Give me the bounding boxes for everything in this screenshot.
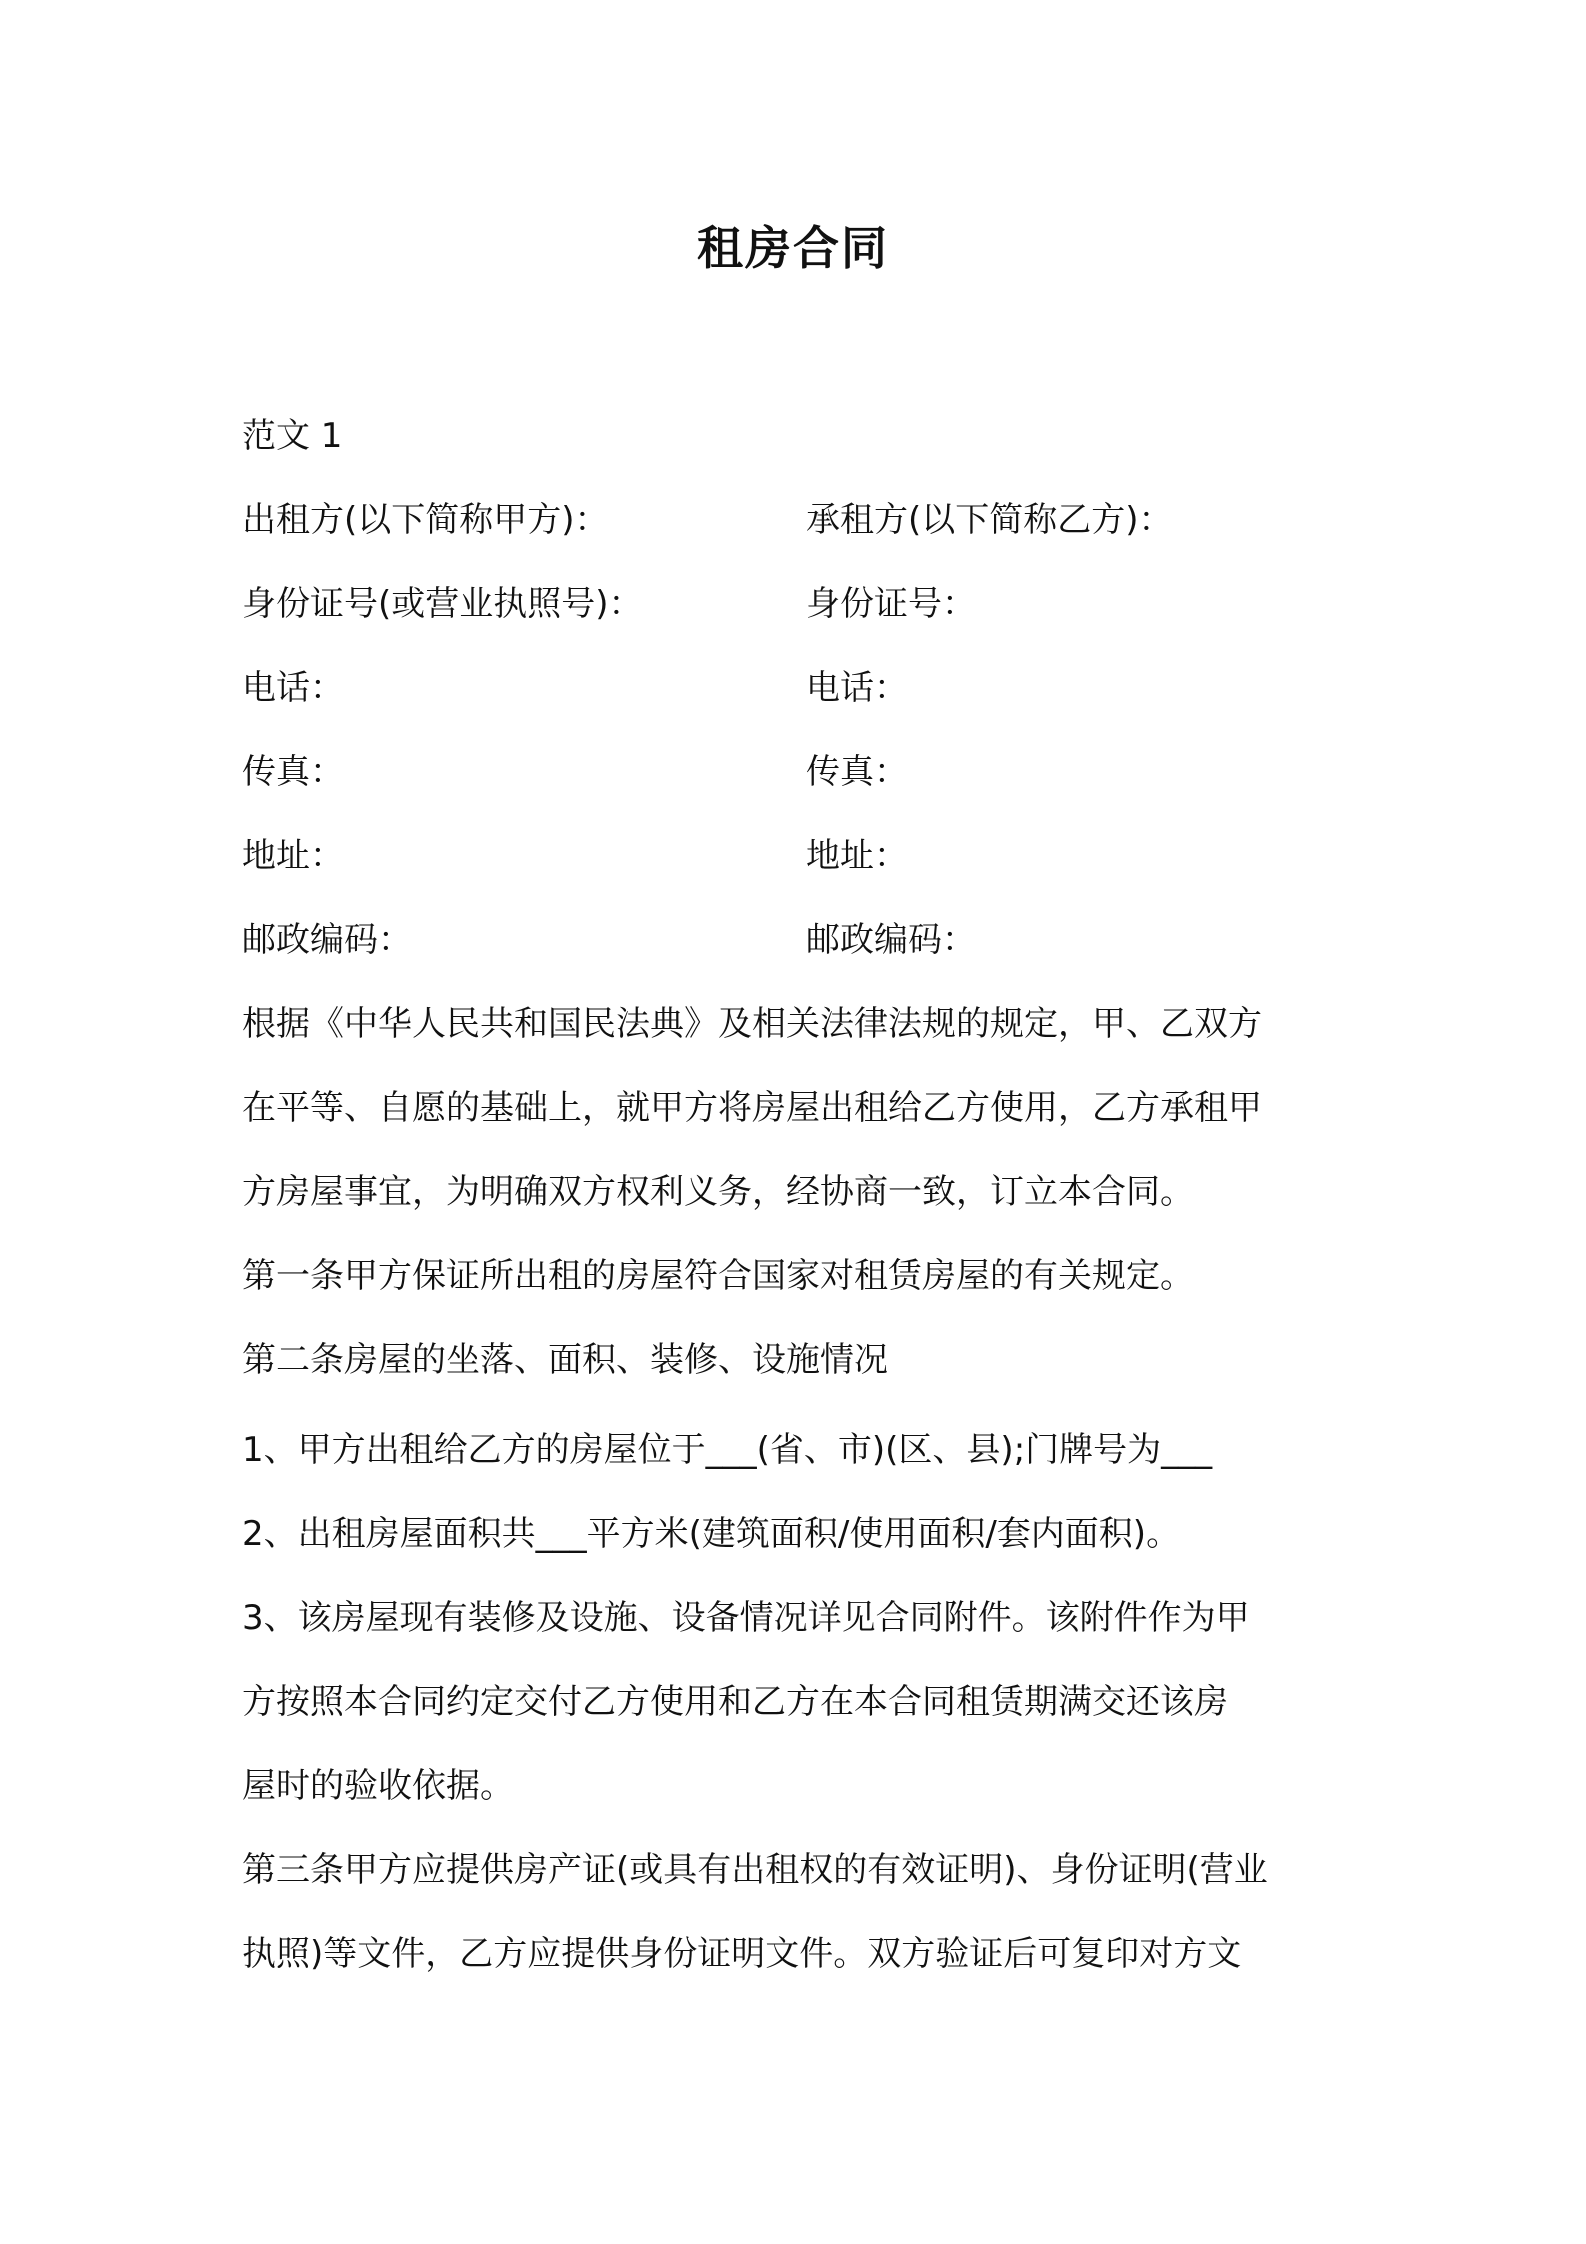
lessee-address-label: 地址：: [806, 836, 908, 876]
lessor-fax-label: 传真：: [242, 752, 344, 792]
lessor-name-label: 出租方(以下简称甲方)：: [242, 500, 609, 540]
article-2-item-3-line-2: 方按照本合同约定交付乙方使用和乙方在本合同租赁期满交还该房: [242, 1682, 1228, 1722]
lessee-name-label: 承租方(以下简称乙方)：: [806, 500, 1173, 540]
article-2-item-2: 2、出租房屋面积共___平方米(建筑面积/使用面积/套内面积)。: [242, 1514, 1181, 1554]
article-2-item-3-line-1: 3、该房屋现有装修及设施、设备情况详见合同附件。该附件作为甲: [242, 1598, 1250, 1638]
document-title: 租房合同: [697, 221, 889, 275]
article-1: 第一条甲方保证所出租的房屋符合国家对租赁房屋的有关规定。: [242, 1256, 1194, 1296]
lessee-fax-label: 传真：: [806, 752, 908, 792]
preamble-line-3: 方房屋事宜，为明确双方权利义务，经协商一致，订立本合同。: [242, 1172, 1194, 1212]
article-2-item-1: 1、甲方出租给乙方的房屋位于___(省、市)(区、县);门牌号为___: [242, 1430, 1213, 1470]
article-2-heading: 第二条房屋的坐落、面积、装修、设施情况: [242, 1340, 888, 1380]
lessor-id-label: 身份证号(或营业执照号)：: [242, 584, 643, 624]
lessee-phone-label: 电话：: [806, 668, 908, 708]
lessor-phone-label: 电话：: [242, 668, 344, 708]
lessee-postcode-label: 邮政编码：: [806, 920, 976, 960]
lessee-id-label: 身份证号：: [806, 584, 976, 624]
article-3-line-2: 执照)等文件，乙方应提供身份证明文件。双方验证后可复印对方文: [242, 1934, 1242, 1974]
preamble-line-1: 根据《中华人民共和国民法典》及相关法律法规的规定，甲、乙双方: [242, 1004, 1262, 1044]
preamble-line-2: 在平等、自愿的基础上，就甲方将房屋出租给乙方使用，乙方承租甲: [242, 1088, 1262, 1128]
sample-label: 范文 1: [242, 416, 343, 456]
lessor-address-label: 地址：: [242, 836, 344, 876]
lessor-postcode-label: 邮政编码：: [242, 920, 412, 960]
article-2-item-3-line-3: 屋时的验收依据。: [242, 1766, 514, 1806]
article-3-line-1: 第三条甲方应提供房产证(或具有出租权的有效证明)、身份证明(营业: [242, 1850, 1268, 1890]
